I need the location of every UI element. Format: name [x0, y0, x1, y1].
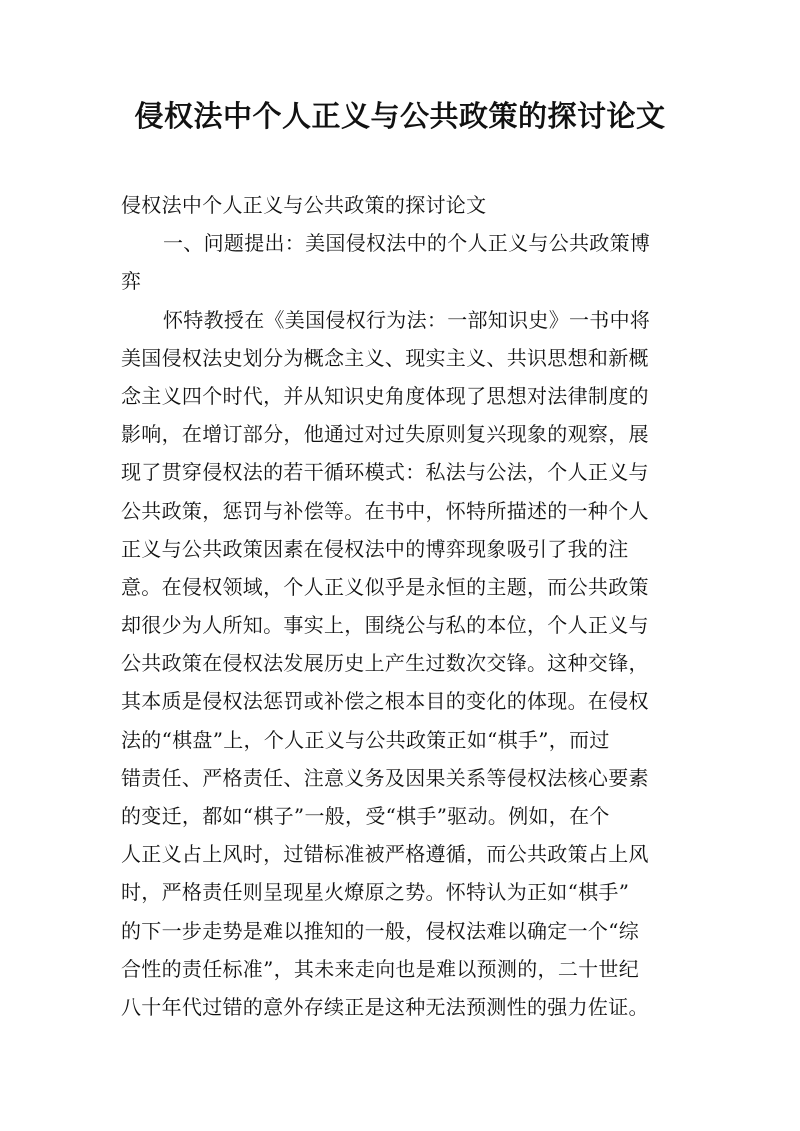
paragraph-line: 人正义占上风时，过错标准被严格遵循，而公共政策占上风: [121, 842, 649, 867]
paragraph-line: 八十年代过错的意外存续正是这种无法预测性的强力佐证。: [121, 994, 649, 1019]
paragraph-line: 其本质是侵权法惩罚或补偿之根本目的变化的体现。在侵权: [121, 689, 649, 714]
paragraph-line: 错责任、严格责任、注意义务及因果关系等侵权法核心要素: [121, 765, 649, 790]
paragraph-line: 的下一步走势是难以推知的一般，侵权法难以确定一个“综: [121, 918, 640, 943]
paragraph-line: 意。在侵权领域，个人正义似乎是永恒的主题，而公共政策: [121, 574, 649, 599]
paragraph-line: 法的“棋盘”上，个人正义与公共政策正如“棋手”，而过: [121, 727, 610, 752]
document-body: [121, 186, 681, 1026]
paragraph-line: 却很少为人所知。事实上，围绕公与私的本位，个人正义与: [121, 613, 649, 638]
section-heading-continuation: 弈: [121, 269, 142, 294]
paragraph-line: 怀特教授在《美国侵权行为法：一部知识史》一书中将: [163, 307, 651, 332]
paragraph-line: 公共政策，惩罚与补偿等。在书中，怀特所描述的一种个人: [121, 498, 649, 523]
document-title: 侵权法中个人正义与公共政策的探讨论文: [134, 99, 666, 133]
paragraph-line: 正义与公共政策因素在侵权法中的博弈现象吸引了我的注: [121, 536, 629, 561]
paragraph-line: 现了贯穿侵权法的若干循环模式：私法与公法，个人正义与: [121, 460, 649, 485]
paragraph-line: 念主义四个时代，并从知识史角度体现了思想对法律制度的: [121, 383, 649, 408]
paragraph-line: 时，严格责任则呈现星火燎原之势。怀特认为正如“棋手”: [121, 880, 630, 905]
subtitle-line: 侵权法中个人正义与公共政策的探讨论文: [121, 193, 487, 217]
section-heading-line: 一、问题提出：美国侵权法中的个人正义与公共政策博: [163, 231, 651, 256]
paragraph-line: 美国侵权法史划分为概念主义、现实主义、共识思想和新概: [121, 345, 649, 370]
paragraph-line: 合性的责任标准”，其未来走向也是难以预测的，二十世纪: [121, 956, 640, 981]
paragraph-line: 的变迁，都如“棋子”一般，受“棋手”驱动。例如，在个: [121, 804, 610, 828]
paragraph-line: 公共政策在侵权法发展历史上产生过数次交锋。这种交锋，: [121, 651, 649, 676]
paragraph-line: 影响，在增订部分，他通过对过失原则复兴现象的观察，展: [121, 422, 649, 447]
